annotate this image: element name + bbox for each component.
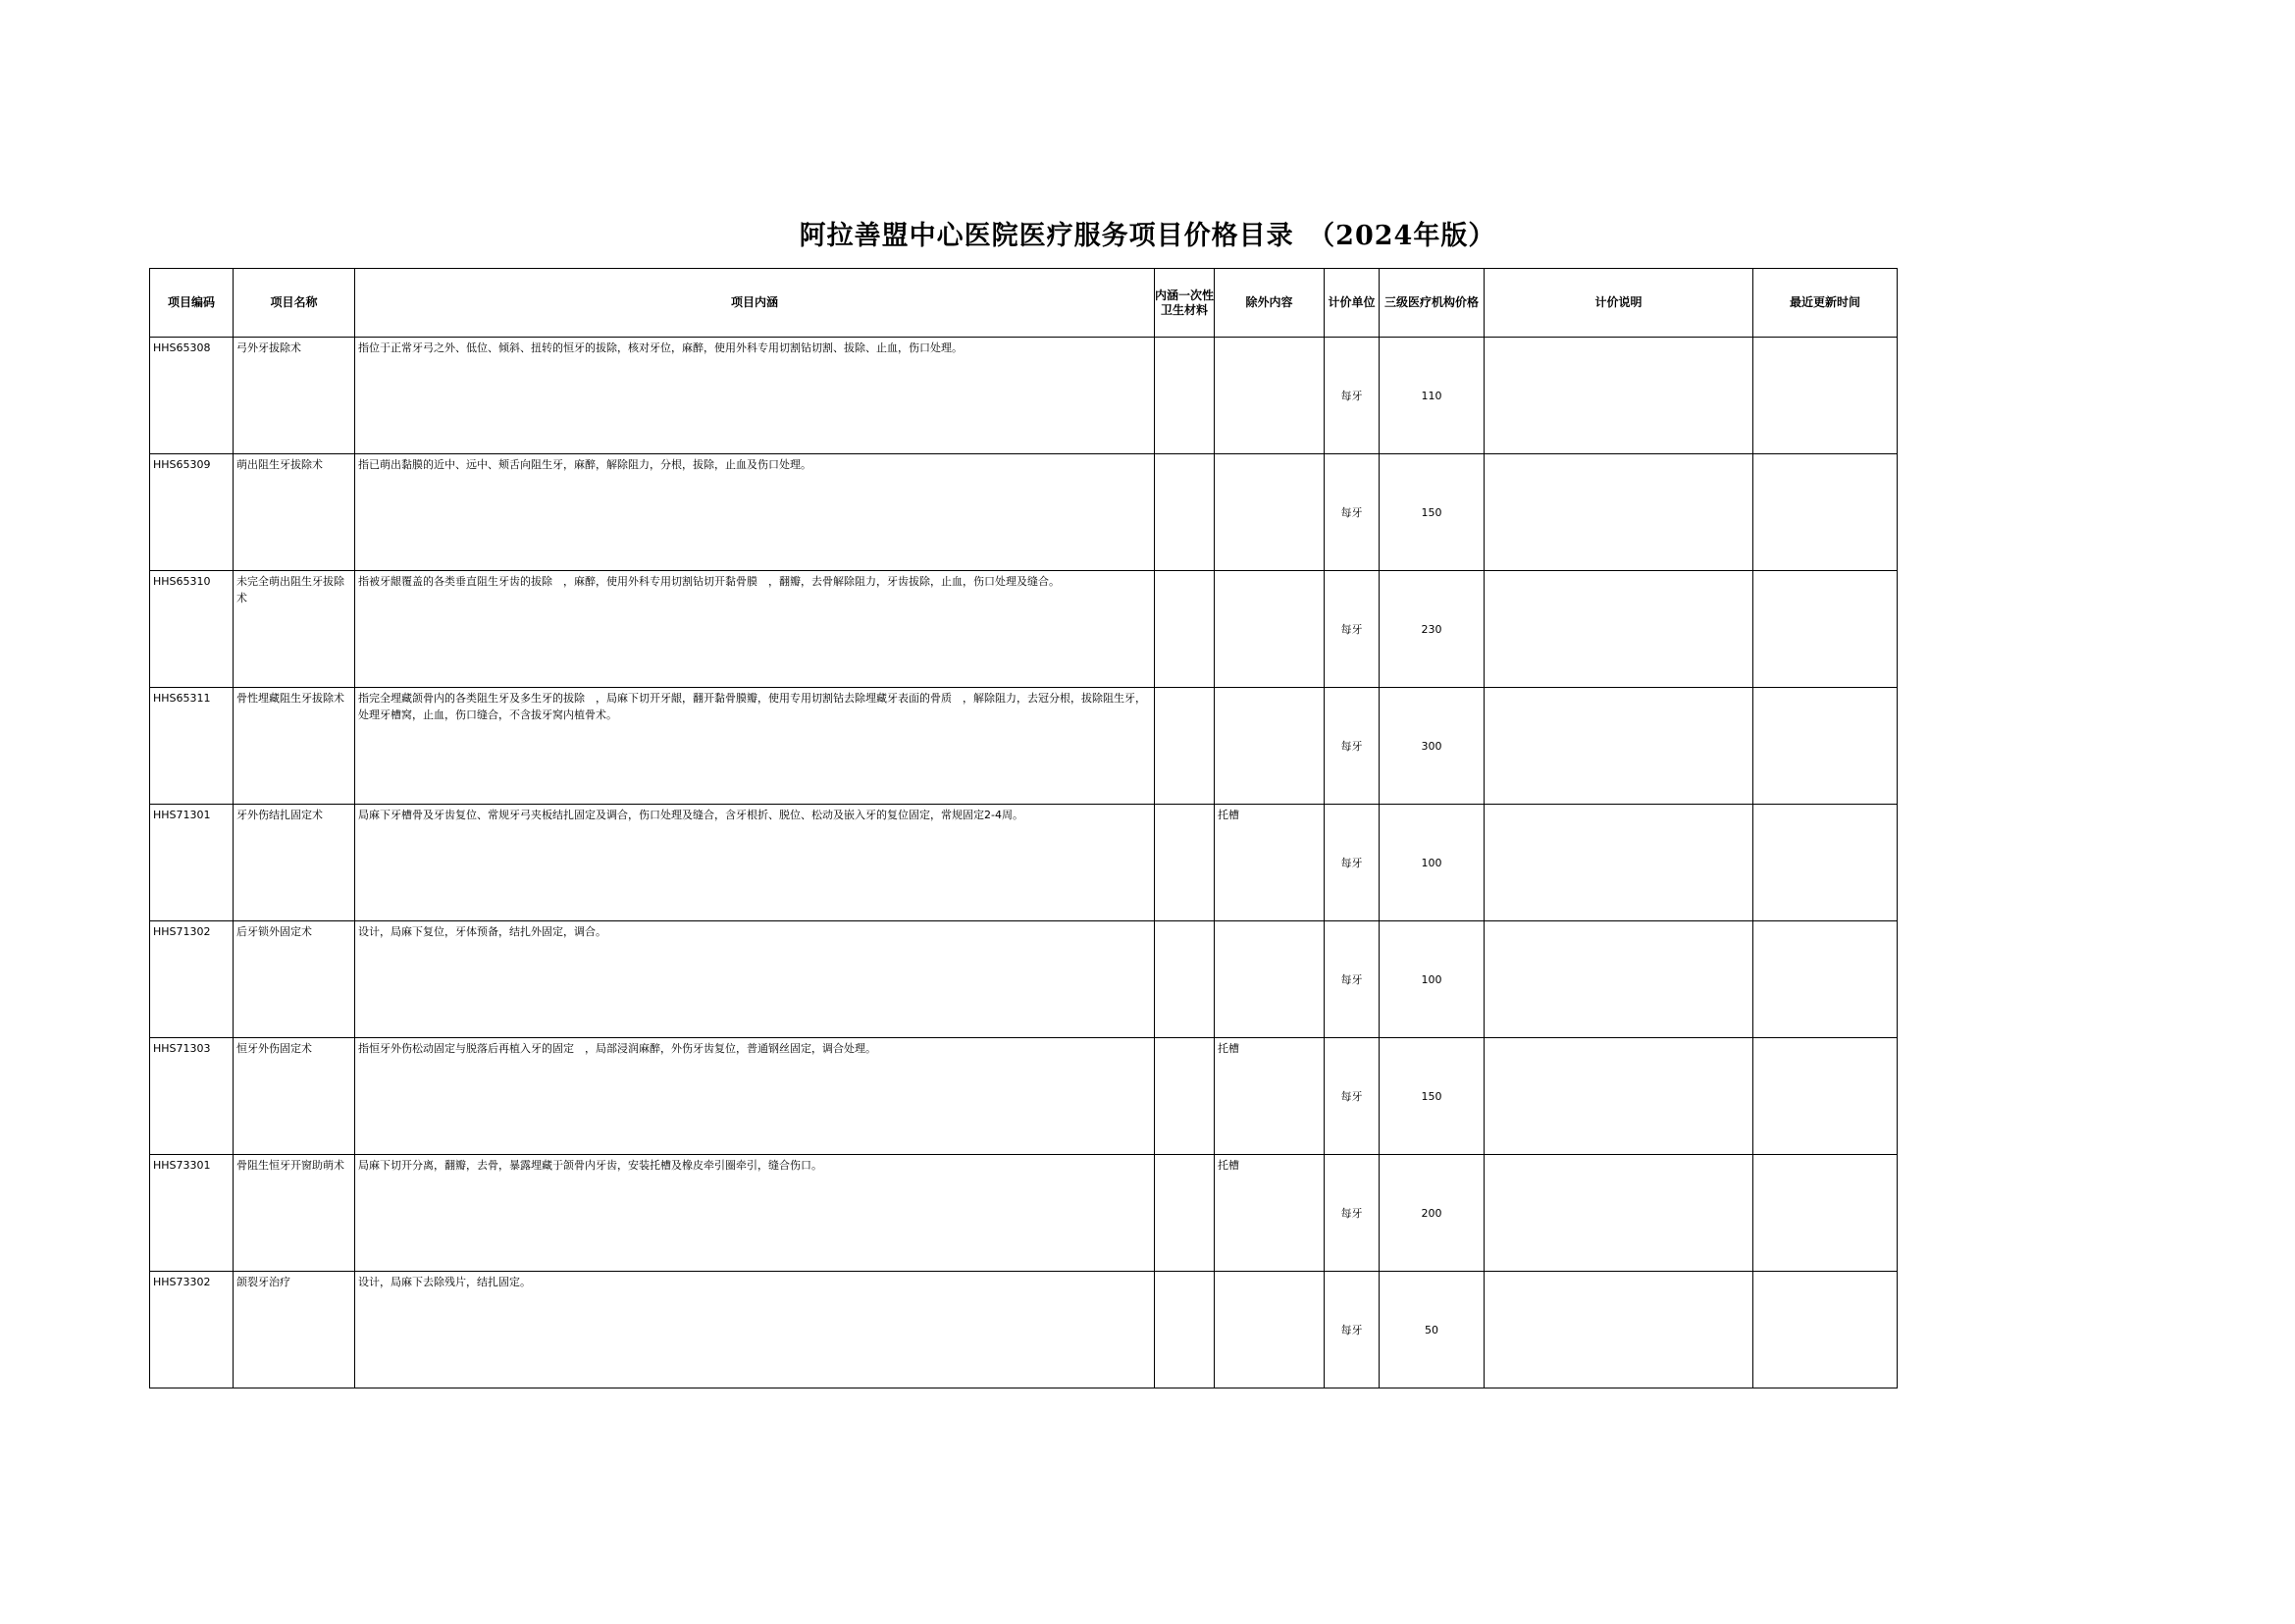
- cell-material: [1155, 921, 1215, 1038]
- cell-material: [1155, 571, 1215, 688]
- cell-code: HHS65308: [150, 338, 234, 454]
- cell-unit: 每牙: [1325, 921, 1380, 1038]
- header-except: 除外内容: [1215, 269, 1325, 338]
- cell-note: [1485, 571, 1753, 688]
- cell-material: [1155, 805, 1215, 921]
- cell-code: HHS71301: [150, 805, 234, 921]
- cell-price: 300: [1380, 688, 1485, 805]
- cell-name: 后牙锁外固定术: [234, 921, 355, 1038]
- cell-name: 未完全萌出阻生牙拔除术: [234, 571, 355, 688]
- cell-updated: [1753, 571, 1898, 688]
- cell-code: HHS73302: [150, 1272, 234, 1388]
- cell-updated: [1753, 338, 1898, 454]
- cell-except: [1215, 454, 1325, 571]
- cell-content: 指已萌出黏膜的近中、远中、颊舌向阻生牙，麻醉，解除阻力，分根，拔除，止血及伤口处理。: [355, 454, 1155, 571]
- cell-content: 指恒牙外伤松动固定与脱落后再植入牙的固定 ，局部浸润麻醉，外伤牙齿复位，普通钢丝固定，调合处理。: [355, 1038, 1155, 1155]
- cell-content: 设计，局麻下去除残片，结扎固定。: [355, 1272, 1155, 1388]
- header-name: 项目名称: [234, 269, 355, 338]
- cell-updated: [1753, 454, 1898, 571]
- cell-content: 指完全埋藏颌骨内的各类阻生牙及多生牙的拔除 ，局麻下切开牙龈，翻开黏骨膜瓣，使用专用切割钻去除埋藏牙表面的骨质 ，解除阻力，去冠分根，拔除阻生牙，处理牙槽窝，止血，伤口缝合，不含拔牙窝内植骨术。: [355, 688, 1155, 805]
- cell-code: HHS71303: [150, 1038, 234, 1155]
- table-row: [150, 1155, 1898, 1272]
- cell-code: HHS65309: [150, 454, 234, 571]
- cell-except: [1215, 571, 1325, 688]
- cell-price: 100: [1380, 805, 1485, 921]
- page-title: 阿拉善盟中心医院医疗服务项目价格目录 （2024年版）: [799, 221, 1496, 251]
- cell-except: [1215, 1272, 1325, 1388]
- cell-content: 设计，局麻下复位，牙体预备，结扎外固定，调合。: [355, 921, 1155, 1038]
- cell-material: [1155, 688, 1215, 805]
- cell-content: 局麻下牙槽骨及牙齿复位、常规牙弓夹板结扎固定及调合，伤口处理及缝合，含牙根折、脱位、松动及嵌入牙的复位固定，常规固定2-4周。: [355, 805, 1155, 921]
- cell-material: [1155, 338, 1215, 454]
- cell-except: [1215, 921, 1325, 1038]
- cell-note: [1485, 338, 1753, 454]
- cell-code: HHS65310: [150, 571, 234, 688]
- table-row: [150, 805, 1898, 921]
- cell-material: [1155, 1155, 1215, 1272]
- cell-unit: 每牙: [1325, 338, 1380, 454]
- price-table: [149, 268, 1898, 1388]
- cell-except: 托槽: [1215, 805, 1325, 921]
- header-note: 计价说明: [1485, 269, 1753, 338]
- cell-note: [1485, 1155, 1753, 1272]
- cell-content: 局麻下切开分离，翻瓣，去骨，暴露埋藏于颌骨内牙齿，安装托槽及橡皮牵引圈牵引，缝合伤口。: [355, 1155, 1155, 1272]
- cell-material: [1155, 1272, 1215, 1388]
- table-row: [150, 921, 1898, 1038]
- cell-name: 骨阻生恒牙开窗助萌术: [234, 1155, 355, 1272]
- cell-price: 150: [1380, 454, 1485, 571]
- table-row: [150, 454, 1898, 571]
- table-row: [150, 1272, 1898, 1388]
- cell-updated: [1753, 688, 1898, 805]
- cell-price: 100: [1380, 921, 1485, 1038]
- cell-except: 托槽: [1215, 1155, 1325, 1272]
- cell-name: 牙外伤结扎固定术: [234, 805, 355, 921]
- cell-updated: [1753, 1155, 1898, 1272]
- cell-note: [1485, 805, 1753, 921]
- cell-unit: 每牙: [1325, 688, 1380, 805]
- header-content: 项目内涵: [355, 269, 1155, 338]
- cell-note: [1485, 454, 1753, 571]
- cell-content: 指被牙龈覆盖的各类垂直阻生牙齿的拔除 ，麻醉，使用外科专用切割钻切开黏骨膜 ，翻瓣，去骨解除阻力，牙齿拔除，止血，伤口处理及缝合。: [355, 571, 1155, 688]
- cell-name: 恒牙外伤固定术: [234, 1038, 355, 1155]
- table-row: [150, 688, 1898, 805]
- cell-note: [1485, 921, 1753, 1038]
- cell-note: [1485, 688, 1753, 805]
- cell-code: HHS73301: [150, 1155, 234, 1272]
- cell-code: HHS71302: [150, 921, 234, 1038]
- cell-unit: 每牙: [1325, 1038, 1380, 1155]
- header-price: 三级医疗机构价格: [1380, 269, 1485, 338]
- cell-note: [1485, 1038, 1753, 1155]
- cell-name: 萌出阻生牙拔除术: [234, 454, 355, 571]
- cell-unit: 每牙: [1325, 454, 1380, 571]
- cell-except: [1215, 338, 1325, 454]
- cell-unit: 每牙: [1325, 805, 1380, 921]
- table-row: [150, 1038, 1898, 1155]
- cell-except: 托槽: [1215, 1038, 1325, 1155]
- cell-price: 200: [1380, 1155, 1485, 1272]
- cell-note: [1485, 1272, 1753, 1388]
- cell-code: HHS65311: [150, 688, 234, 805]
- cell-price: 50: [1380, 1272, 1485, 1388]
- cell-material: [1155, 1038, 1215, 1155]
- cell-name: 弓外牙拔除术: [234, 338, 355, 454]
- cell-updated: [1753, 921, 1898, 1038]
- cell-except: [1215, 688, 1325, 805]
- header-updated: 最近更新时间: [1753, 269, 1898, 338]
- cell-name: 颌裂牙治疗: [234, 1272, 355, 1388]
- cell-unit: 每牙: [1325, 1272, 1380, 1388]
- header-code: 项目编码: [150, 269, 234, 338]
- cell-material: [1155, 454, 1215, 571]
- cell-updated: [1753, 805, 1898, 921]
- table-row: [150, 571, 1898, 688]
- header-material: 内涵一次性卫生材料: [1155, 269, 1215, 338]
- header-unit: 计价单位: [1325, 269, 1380, 338]
- cell-unit: 每牙: [1325, 1155, 1380, 1272]
- header-row: [150, 269, 1898, 338]
- cell-updated: [1753, 1038, 1898, 1155]
- table-row: [150, 338, 1898, 454]
- cell-content: 指位于正常牙弓之外、低位、倾斜、扭转的恒牙的拔除，核对牙位，麻醉，使用外科专用切割钻切割、拔除、止血，伤口处理。: [355, 338, 1155, 454]
- cell-price: 150: [1380, 1038, 1485, 1155]
- cell-unit: 每牙: [1325, 571, 1380, 688]
- cell-updated: [1753, 1272, 1898, 1388]
- cell-price: 230: [1380, 571, 1485, 688]
- cell-price: 110: [1380, 338, 1485, 454]
- cell-name: 骨性埋藏阻生牙拔除术: [234, 688, 355, 805]
